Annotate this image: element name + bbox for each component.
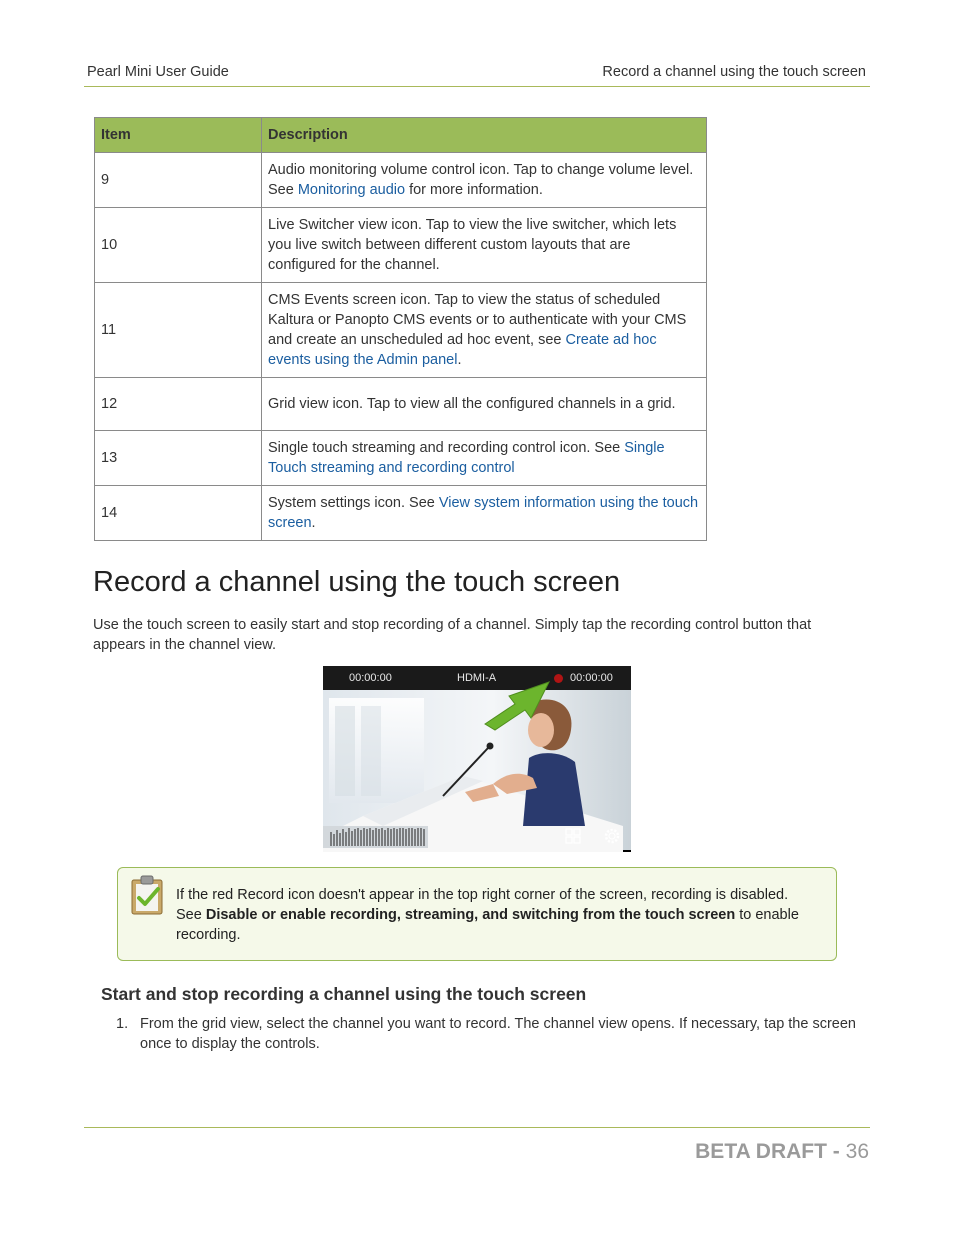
link-disable-enable-recording[interactable]: Disable or enable recording, streaming, and switching from the touch screen bbox=[205, 907, 736, 923]
item-number: 10 bbox=[95, 208, 262, 283]
description-text-after: . bbox=[311, 515, 316, 531]
description-text: Grid view icon. Tap to view all the configured channels in a grid. bbox=[268, 396, 676, 412]
settings-icon[interactable] bbox=[602, 826, 622, 846]
item-description bbox=[262, 431, 707, 486]
items-table bbox=[94, 117, 707, 541]
running-header-title: Pearl Mini User Guide bbox=[87, 64, 229, 80]
step-text: From the grid view, select the channel you want to record. The channel view opens. If necessary, tap the screen once to display the controls. bbox=[140, 1016, 856, 1052]
clipboard-check-icon bbox=[128, 870, 168, 918]
item-description bbox=[262, 378, 707, 431]
link-view-system-information[interactable]: View system information using the touch screen bbox=[268, 495, 699, 531]
item-number: 11 bbox=[95, 283, 262, 378]
note-text-before: If the red Record icon doesn't appear in the top right corner of the screen, recording is disabled. See bbox=[176, 887, 789, 923]
intro-paragraph: Use the touch screen to easily start and stop recording of a channel. Simply tap the recording control button that appears in the channel view. bbox=[93, 617, 812, 653]
item-description bbox=[262, 208, 707, 283]
item-number: 9 bbox=[95, 153, 262, 208]
channel-view-screenshot bbox=[323, 666, 631, 852]
presenter-photo bbox=[323, 666, 631, 852]
link-create-ad-hoc-events[interactable]: Create ad hoc events using the Admin panel bbox=[268, 332, 657, 368]
item-description bbox=[262, 486, 707, 541]
draft-label: BETA DRAFT - bbox=[695, 1140, 840, 1163]
running-header-section: Record a channel using the touch screen bbox=[602, 64, 866, 80]
page-footer bbox=[695, 1140, 869, 1164]
link-single-touch[interactable]: Single Touch streaming and recording control bbox=[268, 440, 665, 476]
table-row bbox=[95, 431, 707, 486]
note-callout bbox=[117, 867, 837, 961]
description-text: CMS Events screen icon. Tap to view the status of scheduled Kaltura or Panopto CMS events or to authenticate with your CMS and create an unscheduled ad hoc event, see bbox=[268, 292, 687, 348]
column-header-description: Description bbox=[262, 118, 707, 153]
item-description bbox=[262, 153, 707, 208]
item-number: 12 bbox=[95, 378, 262, 431]
table-row bbox=[95, 486, 707, 541]
procedure-title: Start and stop recording a channel using the touch screen bbox=[101, 984, 587, 1004]
elapsed-time: 00:00:00 bbox=[349, 672, 392, 684]
input-name: HDMI-A bbox=[457, 672, 497, 684]
header-divider bbox=[84, 86, 870, 87]
link-monitoring-audio[interactable]: Monitoring audio bbox=[297, 182, 406, 198]
pointer-arrow bbox=[479, 672, 559, 732]
table-row bbox=[95, 208, 707, 283]
section-title: Record a channel using the touch screen bbox=[93, 566, 621, 598]
description-text: Live Switcher view icon. Tap to view the live switcher, which lets you live switch between different custom layouts that are configured for the channel. bbox=[268, 217, 677, 273]
column-header-item: Item bbox=[95, 118, 262, 153]
table-row bbox=[95, 378, 707, 431]
table-row bbox=[95, 283, 707, 378]
table-row bbox=[95, 153, 707, 208]
note-text bbox=[176, 885, 816, 945]
description-text: System settings icon. See bbox=[268, 495, 439, 511]
recording-time: 00:00:00 bbox=[570, 672, 613, 684]
description-text: Single touch streaming and recording control icon. See bbox=[268, 440, 625, 456]
channel-top-bar bbox=[323, 666, 631, 690]
description-text-after: . bbox=[457, 352, 462, 368]
table-header-row bbox=[95, 118, 707, 153]
item-number: 14 bbox=[95, 486, 262, 541]
description-text-after: for more information. bbox=[405, 182, 543, 198]
item-number: 13 bbox=[95, 431, 262, 486]
description-text: Audio monitoring volume control icon. Tap to change volume level. See bbox=[268, 162, 694, 198]
footer-divider bbox=[84, 1127, 870, 1128]
item-description bbox=[262, 283, 707, 378]
grid-view-icon[interactable] bbox=[565, 828, 581, 844]
page-number: 36 bbox=[845, 1140, 869, 1163]
step-number: 1. bbox=[116, 1016, 129, 1032]
note-text-after: to enable recording. bbox=[176, 907, 799, 943]
audio-meter-icon[interactable] bbox=[325, 826, 435, 848]
